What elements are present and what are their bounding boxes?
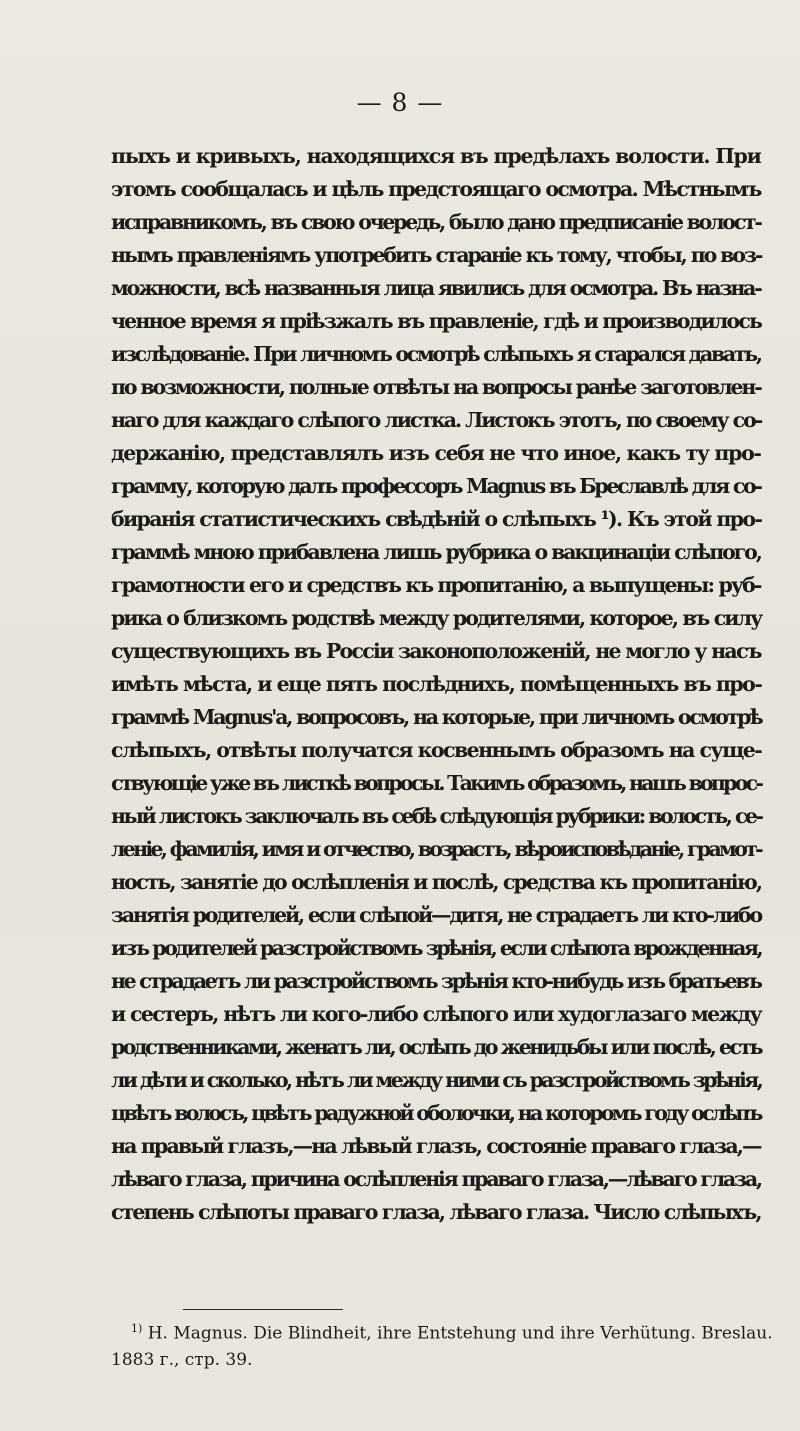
footnote-line-1 xyxy=(111,1316,771,1347)
footnote xyxy=(111,1316,771,1373)
text-line: и сестеръ, нѣтъ ли кого-либо слѣпого или худоглазаго между xyxy=(111,1002,762,1026)
text-line: ли дѣти и сколько, нѣтъ ли между ними съ разстройствомъ зрѣнія, xyxy=(111,1068,762,1092)
text-line: граммѣ Magnus'а, вопросовъ, на которые, при личномъ осмотрѣ xyxy=(111,705,762,729)
page-number: — 8 — xyxy=(356,88,444,117)
text-line: рика о близкомъ родствѣ между родителями, которое, въ силу xyxy=(111,606,762,630)
text-line: родственниками, женатъ ли, ослѣпъ до женидьбы или послѣ, есть xyxy=(111,1035,761,1059)
text-line: можности, всѣ названныя лица явились для осмотра. Въ назна- xyxy=(111,276,761,300)
text-line: нымъ правленіямъ употребить стараніе къ тому, чтобы, по воз- xyxy=(111,243,762,267)
text-line: занятія родителей, если слѣпой—дитя, не страдаетъ ли кто-либо xyxy=(111,903,761,927)
text-line: ствующіе уже въ листкѣ вопросы. Такимъ образомъ, нашъ вопрос- xyxy=(111,771,762,795)
text-line: исправникомъ, въ свою очередь, было дано предписаніе волост- xyxy=(111,210,761,234)
text-line: пыхъ и кривыхъ, находящихся въ предѣлахъ волости. При xyxy=(111,144,761,168)
text-line: держанію, представлялъ изъ себя не что иное, какъ ту про- xyxy=(111,441,761,465)
text-line: грамму, которую далъ профессоръ Magnus въ Бреславлѣ для со- xyxy=(111,474,761,498)
text-line: наго для каждаго слѣпого листка. Листокъ этотъ, по своему со- xyxy=(111,408,762,432)
footnote-line-2: 1883 г., стр. 39. xyxy=(111,1349,253,1370)
text-line: не страдаетъ ли разстройствомъ зрѣнія кто-нибудь изъ братьевъ xyxy=(111,969,761,993)
main-text xyxy=(111,140,761,1229)
text-line: этомъ сообщалась и цѣль предстоящаго осмотра. Мѣстнымъ xyxy=(111,177,761,201)
footnote-mark: 1) xyxy=(131,1322,143,1335)
text-line: ность, занятіе до ослѣпленія и послѣ, средства къ пропитанію, xyxy=(111,870,762,894)
text-line: ченное время я пріѣзжалъ въ правленіе, гдѣ и производилось xyxy=(111,309,762,333)
text-line: биранія статистическихъ свѣдѣній о слѣпыхъ ¹). Къ этой про- xyxy=(111,507,762,531)
text-line: степень слѣпоты праваго глаза, лѣваго глаза. Число слѣпыхъ, xyxy=(111,1200,761,1224)
footnote-separator xyxy=(183,1309,343,1310)
text-line: леніе, фамилія, имя и отчество, возрастъ, вѣроисповѣданіе, грамот- xyxy=(111,837,761,861)
text-line: имѣть мѣста, и еще пять послѣднихъ, помѣщенныхъ въ про- xyxy=(111,672,762,696)
text-line: слѣпыхъ, отвѣты получатся косвеннымъ образомъ на суще- xyxy=(111,738,762,762)
text-line: граммѣ мною прибавлена лишь рубрика о вакцинаціи слѣпого, xyxy=(111,540,761,564)
text-line: изъ родителей разстройствомъ зрѣнія, если слѣпота врожденная, xyxy=(111,936,762,960)
text-line: существующихъ въ Россіи законоположеній, не могло у насъ xyxy=(111,639,761,663)
text-line: лѣваго глаза, причина ослѣпленія праваго глаза,—лѣваго глаза, xyxy=(111,1167,761,1191)
footnote-text: H. Magnus. Die Blindheit, ihre Entstehung und ihre Verhütung. Breslau. xyxy=(147,1323,773,1344)
text-line: по возможности, полные отвѣты на вопросы ранѣе заготовлен- xyxy=(111,375,761,399)
text-line: грамотности его и средствъ къ пропитанію, а выпущены: руб- xyxy=(111,573,761,597)
text-line: ный листокъ заключалъ въ себѣ слѣдующія рубрики: волость, се- xyxy=(111,804,762,828)
text-line: на правый глазъ,—на лѣвый глазъ, состояніе праваго глаза,— xyxy=(111,1134,761,1158)
text-line: цвѣтъ волосъ, цвѣтъ радужной оболочки, на которомъ году ослѣпъ xyxy=(111,1101,761,1125)
text-line: изслѣдованіе. При личномъ осмотрѣ слѣпыхъ я старался давать, xyxy=(111,342,761,366)
